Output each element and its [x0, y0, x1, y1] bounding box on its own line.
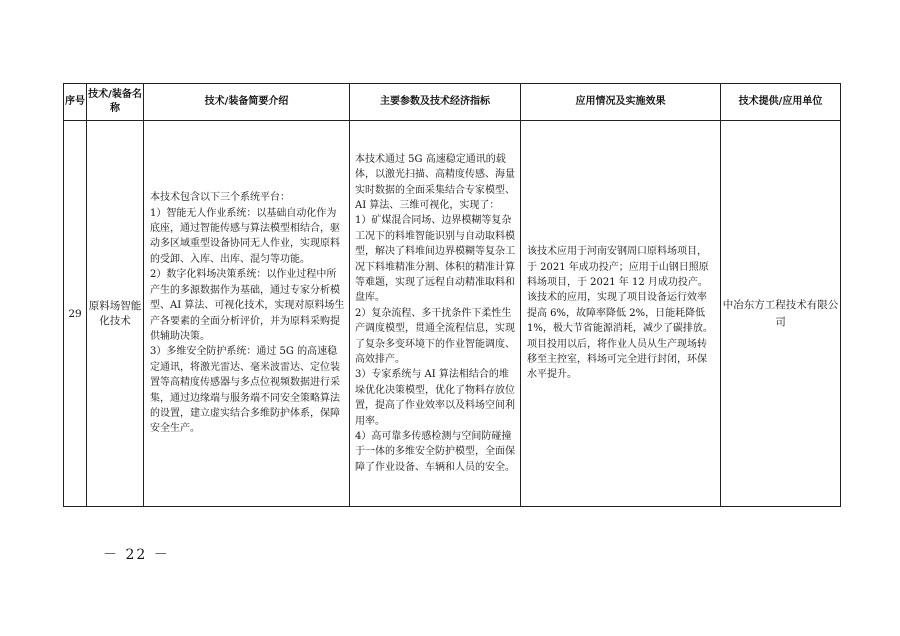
technology-table [63, 83, 841, 507]
header-application: 应用情况及实施效果 [521, 84, 721, 121]
header-params: 主要参数及技术经济指标 [350, 84, 521, 121]
cell-application: 该技术应用于河南安钢周口原料场项目，于 2021 年成功投产；应用于山钢日照原料场项目，于 2021 年 12 月成功投产。 该技术的应用，实现了项目设备运行效率提高 6%，故障率降低 2%，日能耗降低 1%，极大节省能源消耗，减少了碳排放。项目投用以后，将作业人员从生产现场转移至主控室，料场可完全进行封闭，环保水平提升。 [521, 121, 721, 507]
table-row [64, 121, 841, 507]
cell-provider: 中冶东方工程技术有限公司 [721, 121, 841, 507]
cell-name: 原料场智能化技术 [87, 121, 144, 507]
table-header-row [64, 84, 841, 121]
cell-intro: 本技术包含以下三个系统平台： 1）智能无人作业系统：以基础自动化作为底座，通过智能传感与算法模型相结合，驱动多区域重型设备协同无人作业，实现原料的受卸、入库、出库、混匀等功能。 2）数字化料场决策系统：以作业过程中所产生的多源数据作为基础，通过专家分析模型、AI 算法、可视化技术，实现对原料场生产各要素的全面分析评价，并为原料采购提供辅助决策。 3）多维安全防护系统：通过 5G 的高速稳定通讯，将激光雷达、毫米波雷达、定位装置等高精度传感器与多点位视频数据进行采集，通过边缘端与服务端不同安全策略算法的设置，建立虚实结合多维防护体系，保障安全生产。 [144, 121, 350, 507]
header-name: 技术/装备名称 [87, 84, 144, 121]
cell-seq: 29 [64, 121, 87, 507]
header-intro: 技术/装备简要介绍 [144, 84, 350, 121]
header-provider: 技术提供/应用单位 [721, 84, 841, 121]
header-seq: 序号 [64, 84, 87, 121]
page-number: － 22 － [103, 547, 170, 563]
cell-params: 本技术通过 5G 高速稳定通讯的载体，以激光扫描、高精度传感、海量实时数据的全面采集结合专家模型、AI 算法、三维可视化，实现了： 1）矿煤混合同场、边界模糊等复杂工况下的料堆智能识别与自动取料模型，解决了料堆间边界模糊等复杂工况下料堆精准分割、体积的精准计算等难题，实现了远程自动精准取料和盘库。 2）复杂流程、多干扰条件下柔性生产调度模型，贯通全流程信息，实现了复杂多变环境下的作业智能调度、高效排产。 3）专家系统与 AI 算法相结合的堆垛优化决策模型，优化了物料存放位置，提高了作业效率以及料场空间利用率。 4）高可靠多传感检测与空间防碰撞于一体的多维安全防护模型，全面保障了作业设备、车辆和人员的安全。 [350, 121, 521, 507]
